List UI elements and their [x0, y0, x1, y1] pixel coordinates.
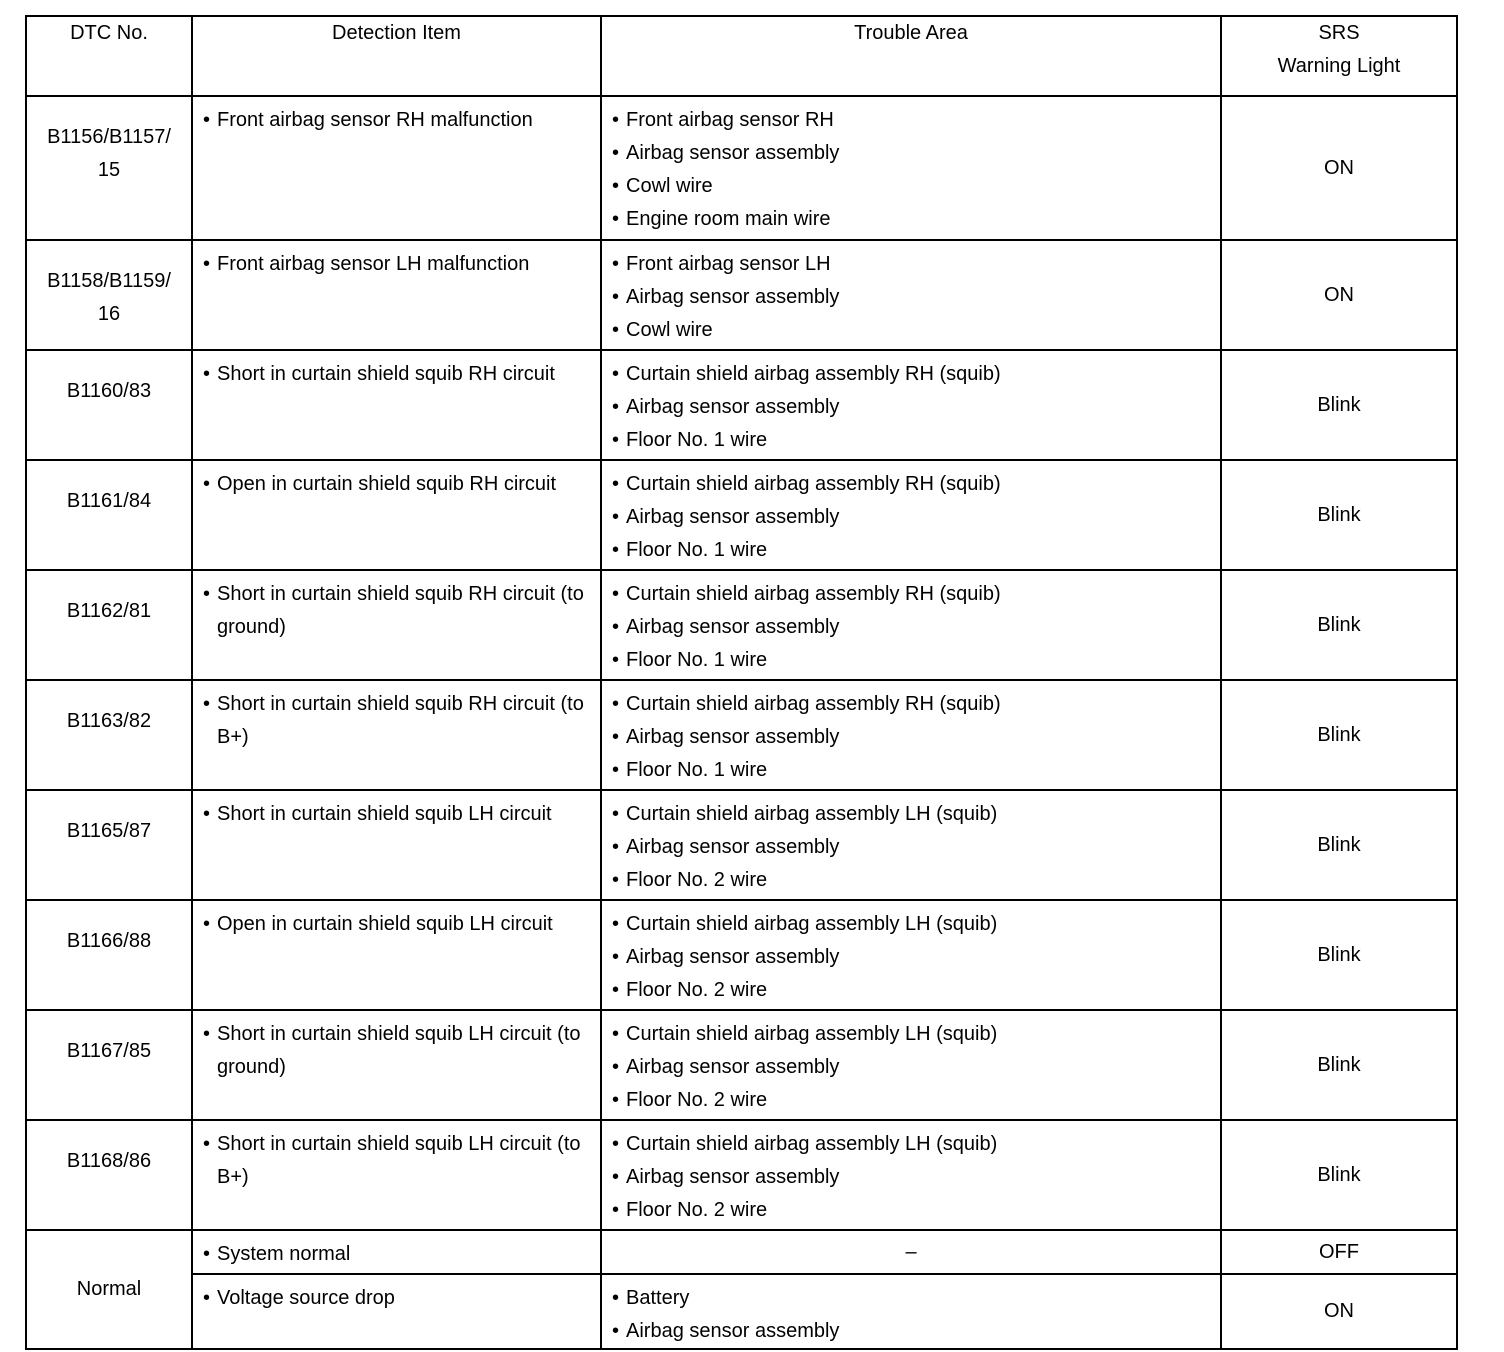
- detection-list: [203, 578, 600, 644]
- bullet-item: • Cowl wire: [612, 314, 1220, 347]
- detection-cell: [192, 240, 601, 350]
- bullet-item: • Engine room main wire: [612, 203, 1220, 236]
- warning-light-cell: Blink: [1221, 1010, 1457, 1120]
- trouble-area-cell: [601, 96, 1221, 240]
- bullet-item: • Curtain shield airbag assembly RH (squib): [612, 578, 1220, 611]
- warning-light-cell: OFF: [1221, 1230, 1457, 1274]
- detection-list: [203, 104, 600, 137]
- bullet-item: • Floor No. 1 wire: [612, 754, 1220, 787]
- bullet-item: • Curtain shield airbag assembly LH (squib): [612, 908, 1220, 941]
- dtc-cell: B1156/B1157/ 15: [26, 96, 192, 240]
- dtc-table: [25, 15, 1458, 1350]
- bullet-item: • Open in curtain shield squib LH circuit: [203, 908, 600, 941]
- trouble-list: [612, 1282, 1220, 1348]
- detection-list: [203, 1018, 600, 1084]
- trouble-area-cell: –: [601, 1230, 1221, 1274]
- warning-light-cell: Blink: [1221, 1120, 1457, 1230]
- header-srs-line2: Warning Light: [1277, 55, 1401, 77]
- bullet-item: • Front airbag sensor RH: [612, 104, 1220, 137]
- detection-cell: [192, 1010, 601, 1120]
- trouble-list: [612, 104, 1220, 236]
- dtc-cell: B1161/84: [26, 460, 192, 570]
- detection-cell: [192, 1274, 601, 1349]
- table-row: [26, 570, 1457, 680]
- table-row: [26, 680, 1457, 790]
- table-row: [26, 1120, 1457, 1230]
- detection-cell: [192, 350, 601, 460]
- table-row: [26, 900, 1457, 1010]
- bullet-item: • Curtain shield airbag assembly LH (squib): [612, 1018, 1220, 1051]
- bullet-item: • Airbag sensor assembly: [612, 1161, 1220, 1194]
- bullet-item: • Airbag sensor assembly: [612, 941, 1220, 974]
- dtc-cell: B1168/86: [26, 1120, 192, 1230]
- bullet-item: • Airbag sensor assembly: [612, 137, 1220, 170]
- bullet-item: • Curtain shield airbag assembly LH (squib): [612, 798, 1220, 831]
- trouble-area-cell: [601, 240, 1221, 350]
- header-row: [26, 16, 1457, 96]
- bullet-item: • Floor No. 2 wire: [612, 1194, 1220, 1227]
- trouble-list: [612, 1128, 1220, 1227]
- bullet-item: • Floor No. 1 wire: [612, 644, 1220, 677]
- trouble-area-cell: [601, 790, 1221, 900]
- dtc-cell: B1162/81: [26, 570, 192, 680]
- trouble-list: [612, 1018, 1220, 1117]
- bullet-item: • Airbag sensor assembly: [612, 391, 1220, 424]
- detection-list: [203, 798, 600, 831]
- warning-light-cell: Blink: [1221, 570, 1457, 680]
- bullet-item: • Short in curtain shield squib LH circuit: [203, 798, 600, 831]
- dtc-cell: B1160/83: [26, 350, 192, 460]
- dtc-cell: B1167/85: [26, 1010, 192, 1120]
- header-trouble-area: Trouble Area: [601, 16, 1221, 96]
- bullet-item: • Curtain shield airbag assembly RH (squib): [612, 358, 1220, 391]
- bullet-item: • Short in curtain shield squib LH circuit (to B+): [203, 1128, 600, 1194]
- trouble-area-cell: [601, 900, 1221, 1010]
- bullet-item: • Airbag sensor assembly: [612, 721, 1220, 754]
- trouble-area-cell: [601, 680, 1221, 790]
- warning-light-cell: ON: [1221, 1274, 1457, 1349]
- detection-list: [203, 908, 600, 941]
- detection-list: [203, 468, 600, 501]
- trouble-list: [612, 908, 1220, 1007]
- table-row: [26, 240, 1457, 350]
- bullet-item: • Floor No. 2 wire: [612, 974, 1220, 1007]
- table-body: [26, 96, 1457, 1349]
- warning-light-cell: Blink: [1221, 790, 1457, 900]
- bullet-item: • Airbag sensor assembly: [612, 831, 1220, 864]
- bullet-item: • Cowl wire: [612, 170, 1220, 203]
- bullet-item: • Open in curtain shield squib RH circuit: [203, 468, 600, 501]
- detection-cell: [192, 790, 601, 900]
- trouble-area-cell: [601, 460, 1221, 570]
- bullet-item: • Battery: [612, 1282, 1220, 1315]
- warning-light-cell: Blink: [1221, 900, 1457, 1010]
- detection-list: [203, 1282, 600, 1315]
- bullet-item: • Floor No. 2 wire: [612, 864, 1220, 897]
- trouble-area-cell: [601, 1274, 1221, 1349]
- warning-light-cell: Blink: [1221, 350, 1457, 460]
- warning-light-cell: Blink: [1221, 680, 1457, 790]
- table-row: [26, 460, 1457, 570]
- detection-list: [203, 248, 600, 281]
- dtc-cell-normal: Normal: [26, 1230, 192, 1349]
- bullet-item: • Front airbag sensor LH: [612, 248, 1220, 281]
- detection-cell: [192, 680, 601, 790]
- trouble-list: [612, 688, 1220, 787]
- table-row: [26, 790, 1457, 900]
- trouble-area-cell: [601, 1120, 1221, 1230]
- bullet-item: • Airbag sensor assembly: [612, 1051, 1220, 1084]
- detection-cell: [192, 900, 601, 1010]
- table-row: [26, 96, 1457, 240]
- warning-light-cell: Blink: [1221, 460, 1457, 570]
- bullet-item: • Curtain shield airbag assembly RH (squib): [612, 688, 1220, 721]
- detection-cell: [192, 460, 601, 570]
- table-row-normal: [26, 1274, 1457, 1349]
- table-row-normal: [26, 1230, 1457, 1274]
- detection-cell: [192, 96, 601, 240]
- detection-list: [203, 1238, 600, 1271]
- detection-list: [203, 688, 600, 754]
- header-dtc-no: DTC No.: [26, 16, 192, 96]
- dtc-cell: B1165/87: [26, 790, 192, 900]
- header-srs-warning-light: [1221, 16, 1457, 96]
- trouble-list: [612, 248, 1220, 347]
- detection-cell: [192, 1230, 601, 1274]
- header-srs-line1: SRS: [1318, 22, 1360, 44]
- bullet-item: • Front airbag sensor LH malfunction: [203, 248, 600, 281]
- detection-cell: [192, 1120, 601, 1230]
- trouble-list: [612, 798, 1220, 897]
- detection-list: [203, 358, 600, 391]
- trouble-area-cell: [601, 570, 1221, 680]
- bullet-item: • Curtain shield airbag assembly LH (squib): [612, 1128, 1220, 1161]
- bullet-item: • Floor No. 1 wire: [612, 534, 1220, 567]
- bullet-item: • Airbag sensor assembly: [612, 501, 1220, 534]
- bullet-item: • Airbag sensor assembly: [612, 281, 1220, 314]
- trouble-area-cell: [601, 350, 1221, 460]
- header-detection-item: Detection Item: [192, 16, 601, 96]
- bullet-item: • Airbag sensor assembly: [612, 611, 1220, 644]
- bullet-item: • Short in curtain shield squib RH circuit (to ground): [203, 578, 600, 644]
- bullet-item: • Curtain shield airbag assembly RH (squib): [612, 468, 1220, 501]
- bullet-item: • Short in curtain shield squib LH circuit (to ground): [203, 1018, 600, 1084]
- dtc-cell: B1166/88: [26, 900, 192, 1010]
- table-row: [26, 1010, 1457, 1120]
- trouble-list: [612, 468, 1220, 567]
- bullet-item: • Airbag sensor assembly: [612, 1315, 1220, 1348]
- bullet-item: • System normal: [203, 1238, 600, 1271]
- trouble-list: [612, 578, 1220, 677]
- bullet-item: • Floor No. 2 wire: [612, 1084, 1220, 1117]
- trouble-area-cell: [601, 1010, 1221, 1120]
- bullet-item: • Voltage source drop: [203, 1282, 600, 1315]
- bullet-item: • Short in curtain shield squib RH circuit (to B+): [203, 688, 600, 754]
- warning-light-cell: ON: [1221, 240, 1457, 350]
- detection-cell: [192, 570, 601, 680]
- trouble-list: [612, 358, 1220, 457]
- bullet-item: • Floor No. 1 wire: [612, 424, 1220, 457]
- warning-light-cell: ON: [1221, 96, 1457, 240]
- detection-list: [203, 1128, 600, 1194]
- table-row: [26, 350, 1457, 460]
- bullet-item: • Front airbag sensor RH malfunction: [203, 104, 600, 137]
- dtc-cell: B1158/B1159/ 16: [26, 240, 192, 350]
- dtc-cell: B1163/82: [26, 680, 192, 790]
- bullet-item: • Short in curtain shield squib RH circuit: [203, 358, 600, 391]
